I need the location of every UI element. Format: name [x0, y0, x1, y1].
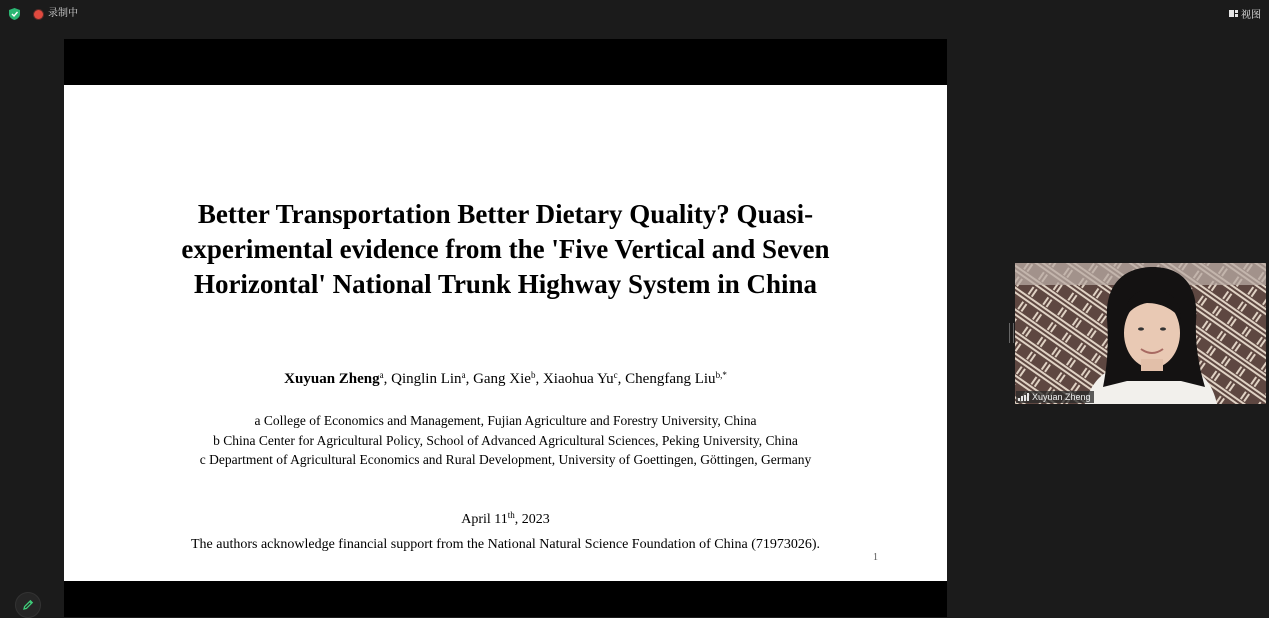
slide-page-number: 1: [873, 552, 878, 563]
annotate-button[interactable]: [15, 592, 41, 618]
author-affiliation-mark: a: [379, 370, 384, 380]
author-name: Xiaohua Yu: [542, 371, 614, 387]
author-name: Gang Xie: [473, 371, 531, 387]
screen-share-area: [64, 39, 947, 617]
author-affiliation-mark: b: [530, 370, 536, 380]
author-name: Chengfang Liu: [625, 371, 716, 387]
participant-name-tag: [1016, 391, 1094, 403]
view-button[interactable]: [1229, 6, 1261, 20]
author-list: Xuyuan Zheng$^a$, Qinglin Lin$^a$, Gang Xie$^b$, Xiaohua Yu$^c$, Chengfang Liu$^{b,*}$: [284, 370, 727, 387]
presentation-date: [64, 511, 947, 529]
affiliation-line: c Department of Agricultural Economics and Rural Development, University of Goettingen, Göttingen, Germany: [199, 452, 812, 467]
author-affiliation-mark: a: [461, 370, 466, 380]
date-suffix: th: [507, 510, 515, 520]
participant-name: Xuyuan Zheng: [1032, 392, 1091, 402]
author-affiliation-mark: c: [613, 370, 618, 380]
recording-label[interactable]: 录制中: [48, 8, 78, 19]
affiliation-line: a College of Economics and Management, Fujian Agriculture and Forestry University, China: [254, 413, 757, 428]
date-main: April 11: [461, 512, 508, 527]
participant-video-tile[interactable]: [1015, 263, 1266, 404]
participant-video-feed: [1015, 263, 1266, 404]
date-year: , 2023: [514, 512, 550, 527]
view-layout-icon: [1229, 9, 1238, 18]
presentation-slide: [64, 85, 947, 581]
signal-strength-icon: [1018, 393, 1029, 401]
affiliation-list: [64, 411, 947, 470]
view-label: 视图: [1241, 9, 1261, 21]
affiliation-line: b China Center for Agricultural Policy, School of Advanced Agricultural Sciences, Peking University, China: [213, 432, 798, 448]
author-name: Xuyuan Zheng: [284, 371, 380, 387]
author-affiliation-mark: b,*: [715, 370, 727, 380]
pencil-icon: [22, 599, 34, 611]
slide-title: Better Transportation Better Dietary Quality? Quasi-experimental evidence from the 'Five Vertical and Seven Horizontal' National Trunk Highway System in China: [181, 199, 830, 299]
funding-acknowledgement: The authors acknowledge financial support from the National Natural Science Foundation of China (71973026).: [190, 537, 821, 552]
security-shield-icon[interactable]: [9, 8, 20, 20]
recording-icon: [34, 10, 43, 19]
author-name: Qinglin Lin: [391, 371, 462, 387]
meeting-top-bar: [0, 0, 1269, 28]
panel-resize-handle[interactable]: [1009, 323, 1014, 343]
